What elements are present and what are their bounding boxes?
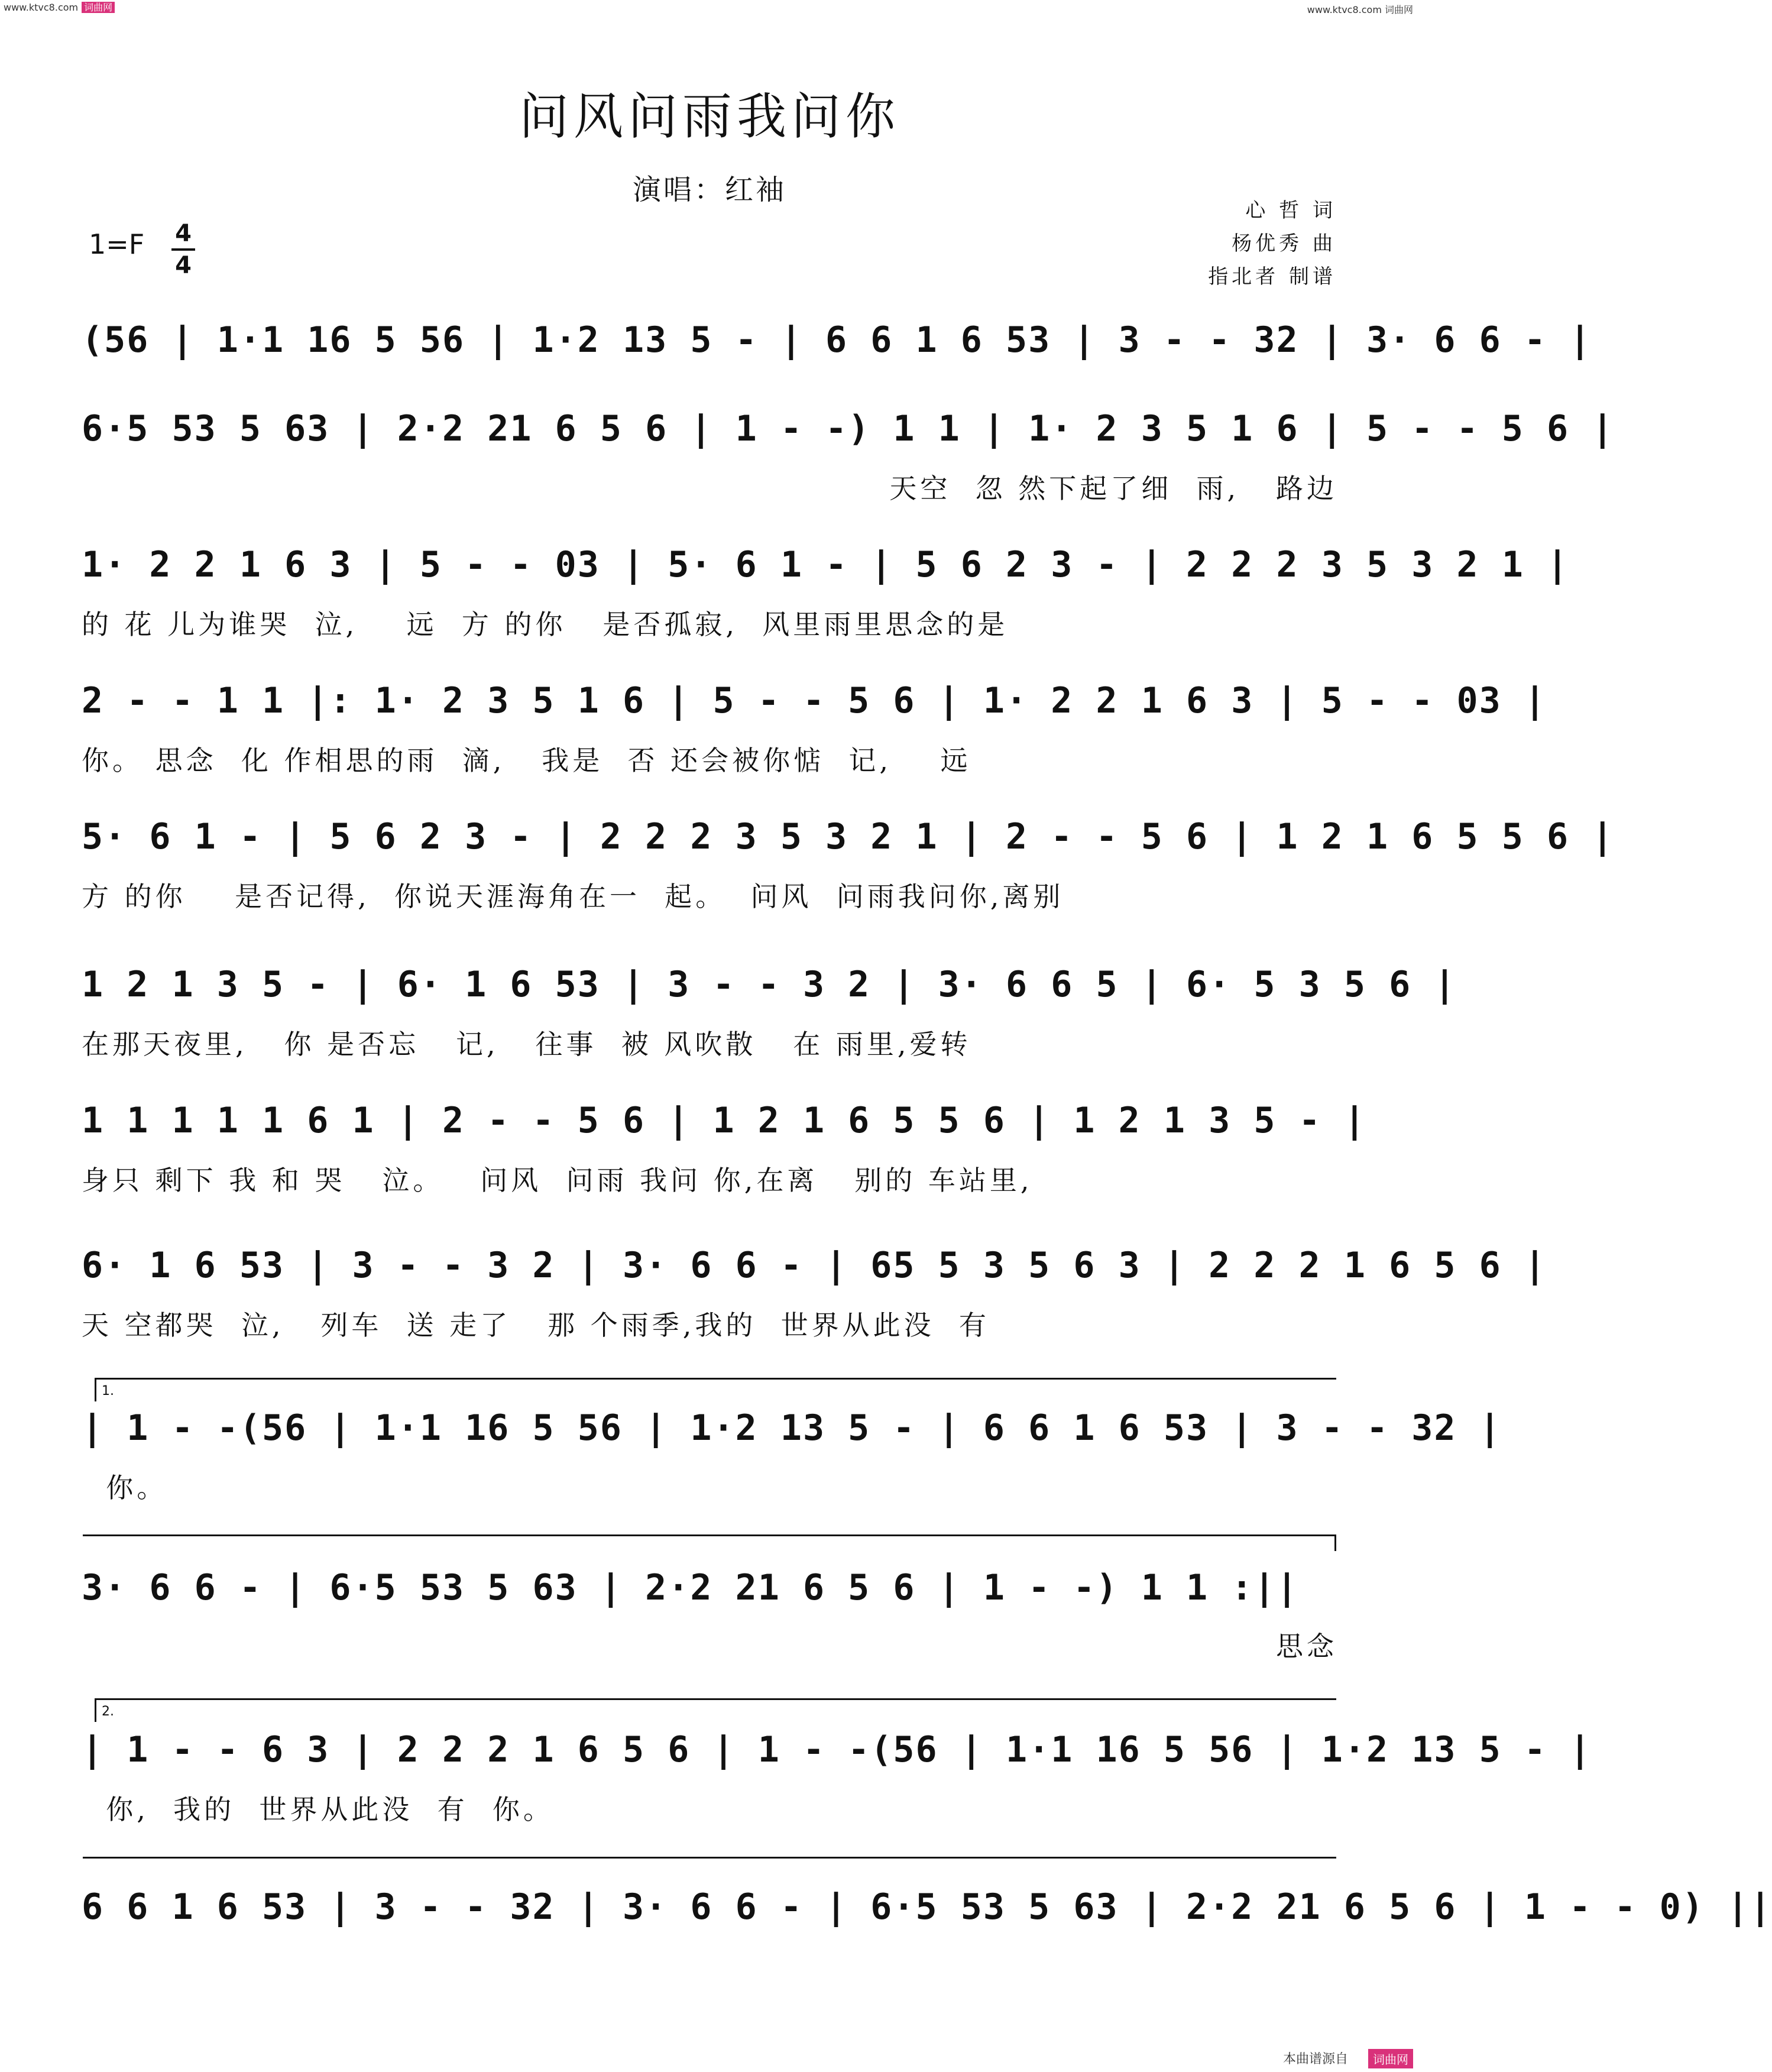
second-ending-label: 2. — [102, 1704, 114, 1719]
score-line-9-lyrics: 你。 — [82, 1472, 168, 1504]
score-line-10-lyrics: 思念 — [1276, 1630, 1337, 1662]
time-signature-bottom: 4 — [175, 252, 192, 279]
song-title: 问风问雨我问你 — [519, 88, 900, 145]
score-line-5-lyrics: 方 的你 是否记得, 你说天涯海角在一 起。 问风 问雨我问你,离别 — [82, 880, 1064, 912]
score-line-2-notes: 6·5 53 5 63 | 2·2 21 6 5 6 | 1 - -) 1 1 | 1· 2 3 5 1 6 | 5 - - 5 6 | — [82, 408, 1615, 449]
singer: 演唱：红袖 — [632, 173, 786, 206]
score-line-6-lyrics: 在那天夜里, 你 是否忘 记, 往事 被 风吹散 在 雨里,爱转 — [82, 1028, 971, 1060]
lyricist: 心 哲 词 — [1245, 199, 1336, 222]
first-ending-label: 1. — [102, 1384, 114, 1398]
score-line-9-notes: | 1 - -(56 | 1·1 16 5 56 | 1·2 13 5 - | 6 6 1 6 53 | 3 - - 32 | — [82, 1407, 1502, 1449]
time-signature — [171, 220, 195, 279]
score-line-3-lyrics: 的 花 儿为谁哭 泣, 远 方 的你 是否孤寂, 风里雨里思念的是 — [82, 608, 1009, 640]
footer-logo: 词曲网 — [1368, 2049, 1413, 2068]
first-ending-bracket — [95, 1378, 1336, 1380]
composer: 杨优秀 曲 — [1232, 232, 1336, 255]
key-signature: 1=F — [89, 228, 145, 260]
score-line-7-lyrics: 身只 剩下 我 和 哭 泣。 问风 问雨 我问 你,在离 别的 车站里, — [82, 1164, 1033, 1196]
score-line-8-notes: 6· 1 6 53 | 3 - - 3 2 | 3· 6 6 - | 65 5 3 5 6 3 | 2 2 2 1 6 5 6 | — [82, 1245, 1547, 1286]
score-line-1-notes: (56 | 1·1 16 5 56 | 1·2 13 5 - | 6 6 1 6 53 | 3 - - 32 | 3· 6 6 - | — [82, 319, 1592, 361]
score-line-12-notes: 6 6 1 6 53 | 3 - - 32 | 3· 6 6 - | 6·5 53 5 63 | 2·2 21 6 5 6 | 1 - - 0) || — [82, 1886, 1772, 1928]
score-line-3-notes: 1· 2 2 1 6 3 | 5 - - 03 | 5· 6 1 - | 5 6 2 3 - | 2 2 2 3 5 3 2 1 | — [82, 544, 1570, 585]
second-ending-close — [83, 1857, 1336, 1859]
site-watermark-right: www.ktvc8.com 词曲网 — [1307, 4, 1413, 15]
score-line-2-lyrics: 天空 忽 然下起了细 雨, 路边 — [889, 472, 1337, 504]
footer-source: 本曲谱源自 — [1282, 2052, 1348, 2067]
score-line-10-notes: 3· 6 6 - | 6·5 53 5 63 | 2·2 21 6 5 6 | 1 - -) 1 1 :|| — [82, 1567, 1299, 1608]
site-tag: 词曲网 — [82, 2, 115, 13]
score-line-4-lyrics: 你。 思念 化 作相思的雨 滴, 我是 否 还会被你惦 记, 远 — [82, 744, 971, 776]
site-url: www.ktvc8.com — [4, 2, 79, 13]
score-line-5-notes: 5· 6 1 - | 5 6 2 3 - | 2 2 2 3 5 3 2 1 | 2 - - 5 6 | 1 2 1 6 5 5 6 | — [82, 816, 1615, 857]
second-ending-bracket — [95, 1698, 1336, 1700]
score-line-8-lyrics: 天 空都哭 泣, 列车 送 走了 那 个雨季,我的 世界从此没 有 — [82, 1309, 990, 1341]
time-signature-top: 4 — [175, 220, 192, 247]
time-signature-bar — [171, 248, 195, 251]
first-ending-close — [83, 1534, 1336, 1536]
site-watermark-left — [4, 0, 115, 14]
score-line-6-notes: 1 2 1 3 5 - | 6· 1 6 53 | 3 - - 3 2 | 3· 6 6 5 | 6· 5 3 5 6 | — [82, 964, 1457, 1005]
credits — [1208, 194, 1336, 293]
score-line-11-lyrics: 你, 我的 世界从此没 有 你。 — [82, 1793, 554, 1825]
second-ending-tick — [95, 1698, 96, 1722]
transcriber: 指北者 制谱 — [1208, 265, 1336, 289]
score-line-11-notes: | 1 - - 6 3 | 2 2 2 1 6 5 6 | 1 - -(56 | 1·1 16 5 56 | 1·2 13 5 - | — [82, 1729, 1592, 1770]
score-line-4-notes: 2 - - 1 1 |: 1· 2 3 5 1 6 | 5 - - 5 6 | 1· 2 2 1 6 3 | 5 - - 03 | — [82, 680, 1547, 721]
first-ending-close-tick — [1334, 1534, 1336, 1551]
score-line-7-notes: 1 1 1 1 1 6 1 | 2 - - 5 6 | 1 2 1 6 5 5 6 | 1 2 1 3 5 - | — [82, 1100, 1367, 1141]
first-ending-tick — [95, 1378, 96, 1401]
